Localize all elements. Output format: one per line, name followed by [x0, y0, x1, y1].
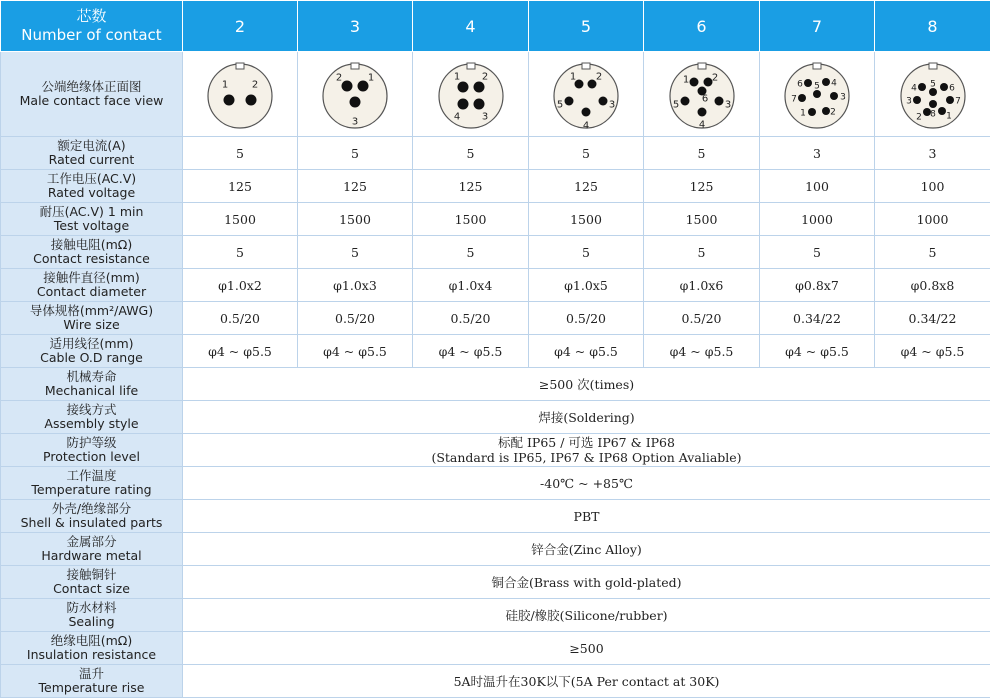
pin-number-label: 6	[701, 94, 707, 105]
keyway-notch	[582, 63, 590, 69]
keyway-notch	[813, 63, 821, 69]
spec-label	[1, 566, 183, 599]
spec-value-spanned	[183, 368, 990, 401]
spec-value: φ4 ~ φ5.5	[298, 335, 413, 368]
spec-value: 1500	[413, 203, 529, 236]
spec-value: φ4 ~ φ5.5	[644, 335, 760, 368]
face-cell	[760, 52, 875, 137]
spec-value: 5	[875, 236, 990, 269]
spec-value: 0.5/20	[529, 302, 644, 335]
contact-pin	[940, 83, 948, 91]
contact-pin	[798, 94, 806, 102]
spec-value: 5	[298, 137, 413, 170]
connector-face-6-pin	[662, 54, 742, 134]
spec-value-text: PBT	[183, 509, 990, 524]
spec-value-spanned	[183, 533, 990, 566]
contact-pin	[918, 83, 926, 91]
pin-number-label: 5	[672, 100, 678, 111]
connector-face-4-pin	[431, 54, 511, 134]
spec-row	[1, 335, 990, 368]
spec-row-spanned	[1, 665, 990, 698]
spec-label-cn: 机械寿命	[1, 370, 182, 384]
spec-value: 100	[760, 170, 875, 203]
pin-number-label: 2	[252, 80, 258, 91]
contact-pin	[565, 97, 574, 106]
spec-row-spanned	[1, 434, 990, 467]
spec-label-cn: 防水材料	[1, 601, 182, 615]
connector-face-8-pin	[893, 54, 973, 134]
contact-pin	[808, 108, 816, 116]
spec-value: 3	[875, 137, 990, 170]
spec-value: 5	[413, 137, 529, 170]
spec-row-spanned	[1, 533, 990, 566]
contact-pin	[946, 96, 954, 104]
pin-number-label: 2	[596, 72, 602, 83]
spec-label-cn: 工作电压(AC.V)	[1, 172, 182, 186]
spec-label	[1, 533, 183, 566]
spec-value: 5	[529, 137, 644, 170]
spec-value-text: ≥500	[183, 641, 990, 656]
spec-label	[1, 665, 183, 698]
spec-value: φ1.0x5	[529, 269, 644, 302]
spec-label	[1, 401, 183, 434]
spec-value-spanned	[183, 500, 990, 533]
spec-label	[1, 137, 183, 170]
spec-value: φ4 ~ φ5.5	[760, 335, 875, 368]
face-view-row	[1, 52, 990, 137]
pin-number-label: 7	[955, 97, 961, 107]
pin-number-label: 3	[481, 112, 487, 123]
keyway-notch	[236, 63, 244, 69]
contact-pin	[804, 79, 812, 87]
spec-row	[1, 269, 990, 302]
spec-label-en: Rated voltage	[1, 186, 182, 200]
spec-row	[1, 203, 990, 236]
spec-label	[1, 236, 183, 269]
spec-value-spanned	[183, 401, 990, 434]
spec-value: φ4 ~ φ5.5	[529, 335, 644, 368]
spec-label-cn: 工作温度	[1, 469, 182, 483]
pin-number-label: 3	[724, 100, 730, 111]
spec-value-spanned	[183, 467, 990, 500]
spec-value: 1500	[529, 203, 644, 236]
pin-number-label: 3	[906, 97, 912, 107]
contact-pin	[342, 81, 353, 92]
spec-label	[1, 203, 183, 236]
contact-pin	[697, 108, 706, 117]
contact-count: 2	[183, 1, 298, 52]
spec-label-en: Protection level	[1, 450, 182, 464]
spec-value: 1000	[760, 203, 875, 236]
pin-number-label: 2	[830, 108, 836, 118]
spec-value: φ0.8x7	[760, 269, 875, 302]
spec-value: 125	[413, 170, 529, 203]
pin-number-label: 7	[791, 95, 797, 105]
spec-label	[1, 368, 183, 401]
face-view-label-cn: 公端绝缘体正面图	[1, 80, 182, 94]
pin-number-label: 1	[682, 75, 688, 86]
spec-value: 125	[298, 170, 413, 203]
spec-row	[1, 170, 990, 203]
connector-face-3-pin	[315, 54, 395, 134]
spec-label-en: Hardware metal	[1, 549, 182, 563]
spec-value: φ1.0x4	[413, 269, 529, 302]
face-cell	[644, 52, 760, 137]
spec-value-text: 硅胶/橡胶(Silicone/rubber)	[183, 608, 990, 623]
connector-face-5-pin	[546, 54, 626, 134]
spec-label-cn: 接触铜针	[1, 568, 182, 582]
spec-value: φ1.0x6	[644, 269, 760, 302]
spec-value-text: 锌合金(Zinc Alloy)	[183, 542, 990, 557]
pin-number-label: 8	[930, 110, 936, 120]
spec-value-text: 铜合金(Brass with gold-plated)	[183, 575, 990, 590]
pin-number-label: 5	[930, 80, 936, 90]
face-view-label	[1, 52, 183, 137]
spec-row-spanned	[1, 632, 990, 665]
keyway-notch	[929, 63, 937, 69]
spec-value: 125	[183, 170, 298, 203]
spec-value: φ1.0x2	[183, 269, 298, 302]
spec-value-spanned	[183, 599, 990, 632]
pin-number-label: 3	[840, 93, 846, 103]
header-label-cn: 芯数	[1, 7, 182, 26]
pin-number-label: 6	[949, 84, 955, 94]
contact-pin	[929, 100, 937, 108]
header-label-en: Number of contact	[1, 26, 182, 45]
contact-pin	[822, 107, 830, 115]
spec-value: 5	[644, 236, 760, 269]
pin-number-label: 1	[368, 73, 374, 84]
spec-label-cn: 导体规格(mm²/AWG)	[1, 304, 182, 318]
spec-value: 0.34/22	[760, 302, 875, 335]
spec-label-en: Assembly style	[1, 417, 182, 431]
spec-label-en: Contact diameter	[1, 285, 182, 299]
spec-value-note: (Standard is IP65, IP67 & IP68 Option Avaliable)	[183, 450, 990, 465]
spec-label-en: Contact size	[1, 582, 182, 596]
spec-label-cn: 适用线径(mm)	[1, 337, 182, 351]
insulator-outline	[208, 64, 272, 128]
contact-count: 8	[875, 1, 990, 52]
spec-value: 1500	[298, 203, 413, 236]
pin-number-label: 3	[352, 117, 358, 128]
keyway-notch	[467, 63, 475, 69]
spec-label-en: Rated current	[1, 153, 182, 167]
spec-label-en: Temperature rise	[1, 681, 182, 695]
spec-value: 3	[760, 137, 875, 170]
spec-label-cn: 温升	[1, 667, 182, 681]
spec-value: 0.5/20	[413, 302, 529, 335]
pin-number-label: 1	[946, 112, 952, 122]
spec-label	[1, 434, 183, 467]
pin-number-label: 1	[570, 72, 576, 83]
spec-label-en: Shell & insulated parts	[1, 516, 182, 530]
contact-pin	[224, 95, 235, 106]
pin-number-label: 2	[481, 72, 487, 83]
spec-label-en: Test voltage	[1, 219, 182, 233]
contact-pin	[913, 96, 921, 104]
contact-count: 3	[298, 1, 413, 52]
contact-pin	[689, 78, 698, 87]
spec-value-text: ≥500 次(times)	[183, 377, 990, 392]
spec-label	[1, 335, 183, 368]
spec-value: 0.34/22	[875, 302, 990, 335]
pin-number-label: 6	[797, 80, 803, 90]
spec-label-en: Sealing	[1, 615, 182, 629]
spec-label-cn: 耐压(AC.V) 1 min	[1, 205, 182, 219]
spec-label	[1, 632, 183, 665]
spec-label-cn: 外壳/绝缘部分	[1, 502, 182, 516]
keyway-notch	[351, 63, 359, 69]
spec-value: 100	[875, 170, 990, 203]
spec-label	[1, 302, 183, 335]
connector-face-2-pin	[200, 54, 280, 134]
spec-label-cn: 额定电流(A)	[1, 139, 182, 153]
spec-label-en: Insulation resistance	[1, 648, 182, 662]
pin-number-label: 5	[814, 82, 820, 92]
contact-pin	[350, 97, 361, 108]
spec-label	[1, 269, 183, 302]
pin-number-label: 4	[911, 84, 917, 94]
spec-label-en: Wire size	[1, 318, 182, 332]
face-cell	[298, 52, 413, 137]
keyway-notch	[698, 63, 706, 69]
spec-label-en: Mechanical life	[1, 384, 182, 398]
insulator-outline	[439, 64, 503, 128]
spec-label-cn: 防护等级	[1, 436, 182, 450]
spec-value-spanned	[183, 632, 990, 665]
spec-value: 1000	[875, 203, 990, 236]
contact-pin	[246, 95, 257, 106]
contact-pin	[938, 107, 946, 115]
spec-value: 0.5/20	[183, 302, 298, 335]
spec-label	[1, 500, 183, 533]
spec-value: φ4 ~ φ5.5	[183, 335, 298, 368]
spec-value: 0.5/20	[644, 302, 760, 335]
contact-pin	[457, 82, 468, 93]
spec-row	[1, 137, 990, 170]
pin-number-label: 4	[831, 79, 837, 89]
connector-face-7-pin	[777, 54, 857, 134]
spec-row-spanned	[1, 467, 990, 500]
insulator-outline	[554, 64, 618, 128]
spec-value-spanned	[183, 566, 990, 599]
spec-value-text: -40℃ ~ +85℃	[183, 476, 990, 491]
spec-value: 5	[644, 137, 760, 170]
spec-value-text: 焊接(Soldering)	[183, 410, 990, 425]
spec-row	[1, 236, 990, 269]
spec-row-spanned	[1, 500, 990, 533]
spec-value-spanned	[183, 434, 990, 467]
pin-number-label: 1	[222, 80, 228, 91]
spec-row-spanned	[1, 566, 990, 599]
pin-number-label: 1	[800, 109, 806, 119]
spec-value: 0.5/20	[298, 302, 413, 335]
spec-value: 5	[413, 236, 529, 269]
header-label	[1, 1, 183, 52]
spec-row-spanned	[1, 401, 990, 434]
face-cell	[413, 52, 529, 137]
pin-number-label: 2	[916, 113, 922, 123]
spec-value: 125	[529, 170, 644, 203]
spec-label-cn: 接线方式	[1, 403, 182, 417]
spec-row-spanned	[1, 368, 990, 401]
spec-row-spanned	[1, 599, 990, 632]
spec-value-spanned	[183, 665, 990, 698]
spec-value: 1500	[644, 203, 760, 236]
pin-number-label: 4	[583, 121, 589, 132]
header-row	[1, 1, 990, 52]
spec-label-cn: 金属部分	[1, 535, 182, 549]
spec-value: φ1.0x3	[298, 269, 413, 302]
spec-value: φ0.8x8	[875, 269, 990, 302]
spec-label-cn: 接触电阻(mΩ)	[1, 238, 182, 252]
contact-pin	[582, 108, 591, 117]
contact-pin	[473, 99, 484, 110]
spec-value: 5	[183, 137, 298, 170]
spec-value: 125	[644, 170, 760, 203]
spec-value: 5	[183, 236, 298, 269]
pin-number-label: 2	[711, 73, 717, 84]
spec-value: φ4 ~ φ5.5	[875, 335, 990, 368]
spec-label-en: Temperature rating	[1, 483, 182, 497]
spec-label	[1, 599, 183, 632]
contact-pin	[680, 97, 689, 106]
spec-label	[1, 467, 183, 500]
pin-number-label: 2	[336, 73, 342, 84]
spec-row	[1, 302, 990, 335]
contact-pin	[599, 97, 608, 106]
contact-pin	[830, 92, 838, 100]
face-cell	[529, 52, 644, 137]
contact-pin	[714, 97, 723, 106]
spec-label-cn: 接触件直径(mm)	[1, 271, 182, 285]
face-view-label-en: Male contact face view	[1, 94, 182, 108]
spec-label-en: Cable O.D range	[1, 351, 182, 365]
contact-pin	[822, 78, 830, 86]
contact-count: 4	[413, 1, 529, 52]
spec-value-text: 5A时温升在30K以下(5A Per contact at 30K)	[183, 674, 990, 689]
face-cell	[875, 52, 990, 137]
spec-value: 5	[760, 236, 875, 269]
spec-value: 1500	[183, 203, 298, 236]
spec-value: 5	[298, 236, 413, 269]
pin-number-label: 4	[698, 120, 704, 131]
spec-label-en: Contact resistance	[1, 252, 182, 266]
pin-number-label: 3	[609, 100, 615, 111]
pin-number-label: 4	[453, 112, 459, 123]
pin-number-label: 1	[453, 72, 459, 83]
spec-value: φ4 ~ φ5.5	[413, 335, 529, 368]
contact-count: 5	[529, 1, 644, 52]
spec-label-cn: 绝缘电阻(mΩ)	[1, 634, 182, 648]
contact-count: 6	[644, 1, 760, 52]
spec-label	[1, 170, 183, 203]
spec-value-text: 标配 IP65 / 可选 IP67 & IP68	[183, 435, 990, 450]
contact-pin	[473, 82, 484, 93]
pin-number-label: 5	[557, 100, 563, 111]
contact-pin	[457, 99, 468, 110]
contact-count: 7	[760, 1, 875, 52]
spec-rows	[1, 137, 990, 698]
spec-value: 5	[529, 236, 644, 269]
face-cell	[183, 52, 298, 137]
